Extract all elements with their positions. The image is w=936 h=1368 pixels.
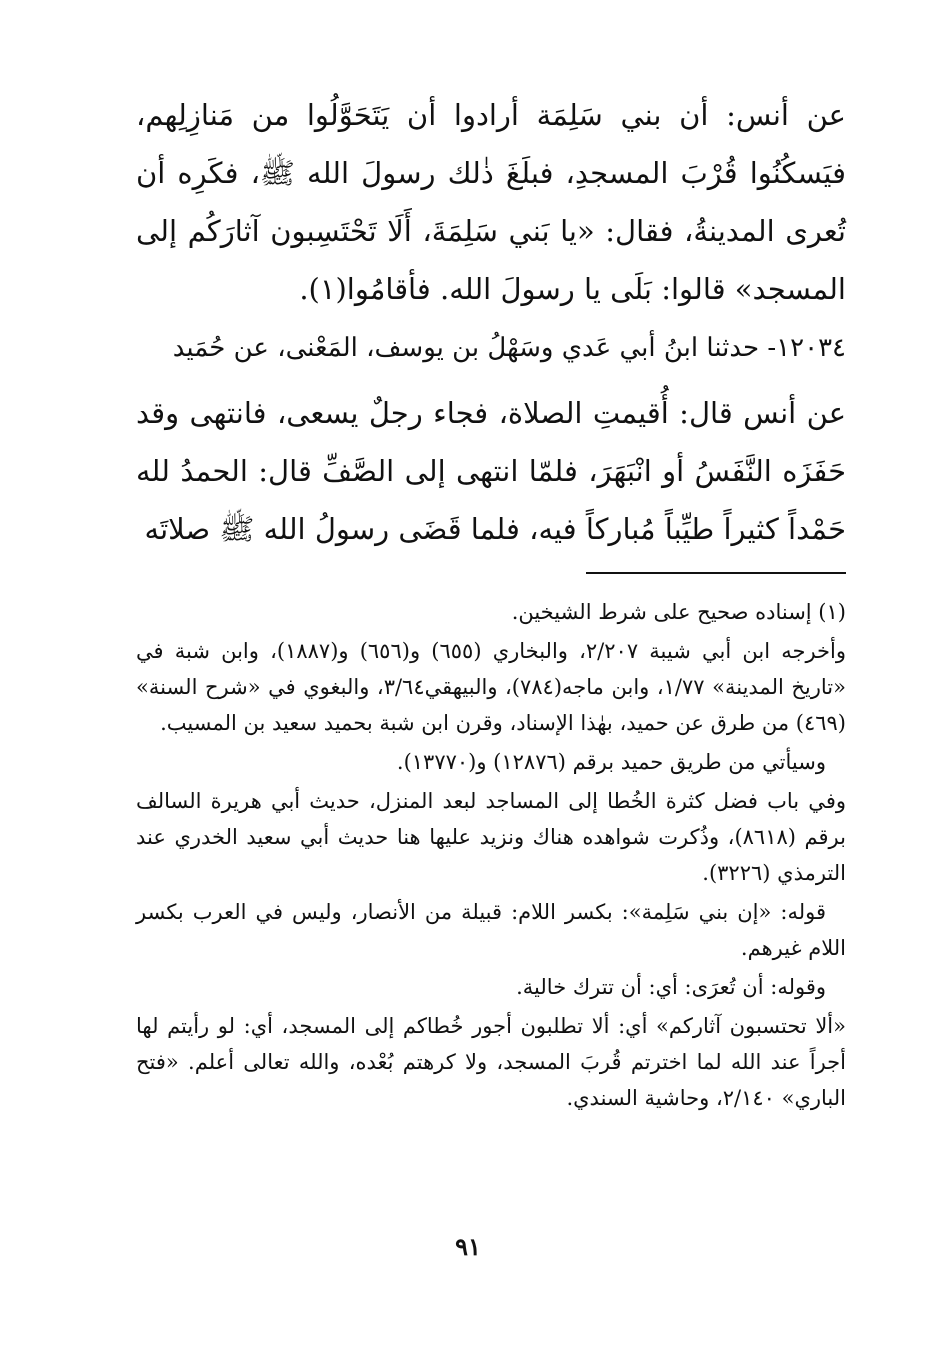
- footnote-gloss-1: قوله: «إن بني سَلِمة»: بكسر اللام: قبيلة من الأنصار، وليس في العرب بكسر اللام غيرهم.: [136, 900, 846, 960]
- hadith-matn-paragraph: عن أنس قال: أُقيمتِ الصلاة، فجاء رجلٌ يسعى، فانتهى وقد حَفَزَه النَّفَسُ أو انْبَهَرَ، فلمّا انتهى إلى الصَّفِّ قال: الحمدُ لله حَمْداً كثيراً طيِّباً مُباركاً فيه، فلما قَضَى رسولُ الله ﷺ صلاتَه: [136, 396, 846, 546]
- footnote-gloss-3: «ألا تحتسبون آثاركم» أي: ألا تطلبون أجور خُطاكم إلى المسجد، أي: لو رأيتم لها أجراً عند الله لما اخترتم قُربَ المسجد، ولا كرهتم بُعْده، والله تعالى أعلم. «فتح الباري» ٢/١٤٠، وحاشية السندي.: [136, 1014, 846, 1110]
- footnote-1: (١) إسناده صحيح على شرط الشيخين.: [511, 600, 846, 624]
- footnote-takhrij: وأخرجه ابن أبي شيبة ٢/٢٠٧، والبخاري (٦٥٥) و(٦٥٦) و(١٨٨٧)، وابن شبة في «تاريخ المدينة» ١/٧٧، وابن ماجه(٧٨٤)، والبيهقي٣/٦٤، والبغوي في «شرح السنة» (٤٦٩) من طرق عن حميد، بهٰذا الإسناد، وقرن ابن شبة بحميد سعيد بن المسيب.: [136, 639, 847, 735]
- footnote-cross-reference: وسيأتي من طريق حميد برقم (١٢٨٧٦) و(١٣٧٧٠).: [396, 750, 826, 774]
- page-number: ٩١: [455, 1232, 481, 1261]
- hadith-continuation-paragraph: عن أنس: أن بني سَلِمَة أرادوا أن يَتَحَوَّلُوا من مَنازِلِهم، فيَسكُنُوا قُرْبَ المسجدِ، فبلَغَ ذٰلك رسولَ الله ﷺ، فكَرِه أن تُعرى المدينةُ، فقال: «يا بَني سَلِمَةَ، أَلَا تَحْتَسِبون آثارَكُم إلى المسجد» قالوا: بَلَى يا رسولَ الله. فأقامُوا(١).: [136, 98, 846, 306]
- footnote-divider: [586, 572, 846, 574]
- footnote-chapter-note: وفي باب فضل كثرة الخُطا إلى المساجد لبعد المنزل، حديث أبي هريرة السالف برقم (٨٦١٨)، وذُكرت شواهده هناك ونزيد عليها هنا حديث أبي سعيد الخدري عند الترمذي (٣٢٢٦).: [136, 789, 846, 885]
- footnotes: [136, 594, 846, 1119]
- hadith-number-chain: ١٢٠٣٤- حدثنا ابنُ أبي عَدي وسَهْلُ بن يوسف، المَعْنى، عن حُمَيد: [172, 333, 846, 363]
- footnote-gloss-2: وقوله: أن تُعرَى: أي: أن تترك خالية.: [516, 975, 826, 999]
- main-text: [136, 86, 846, 558]
